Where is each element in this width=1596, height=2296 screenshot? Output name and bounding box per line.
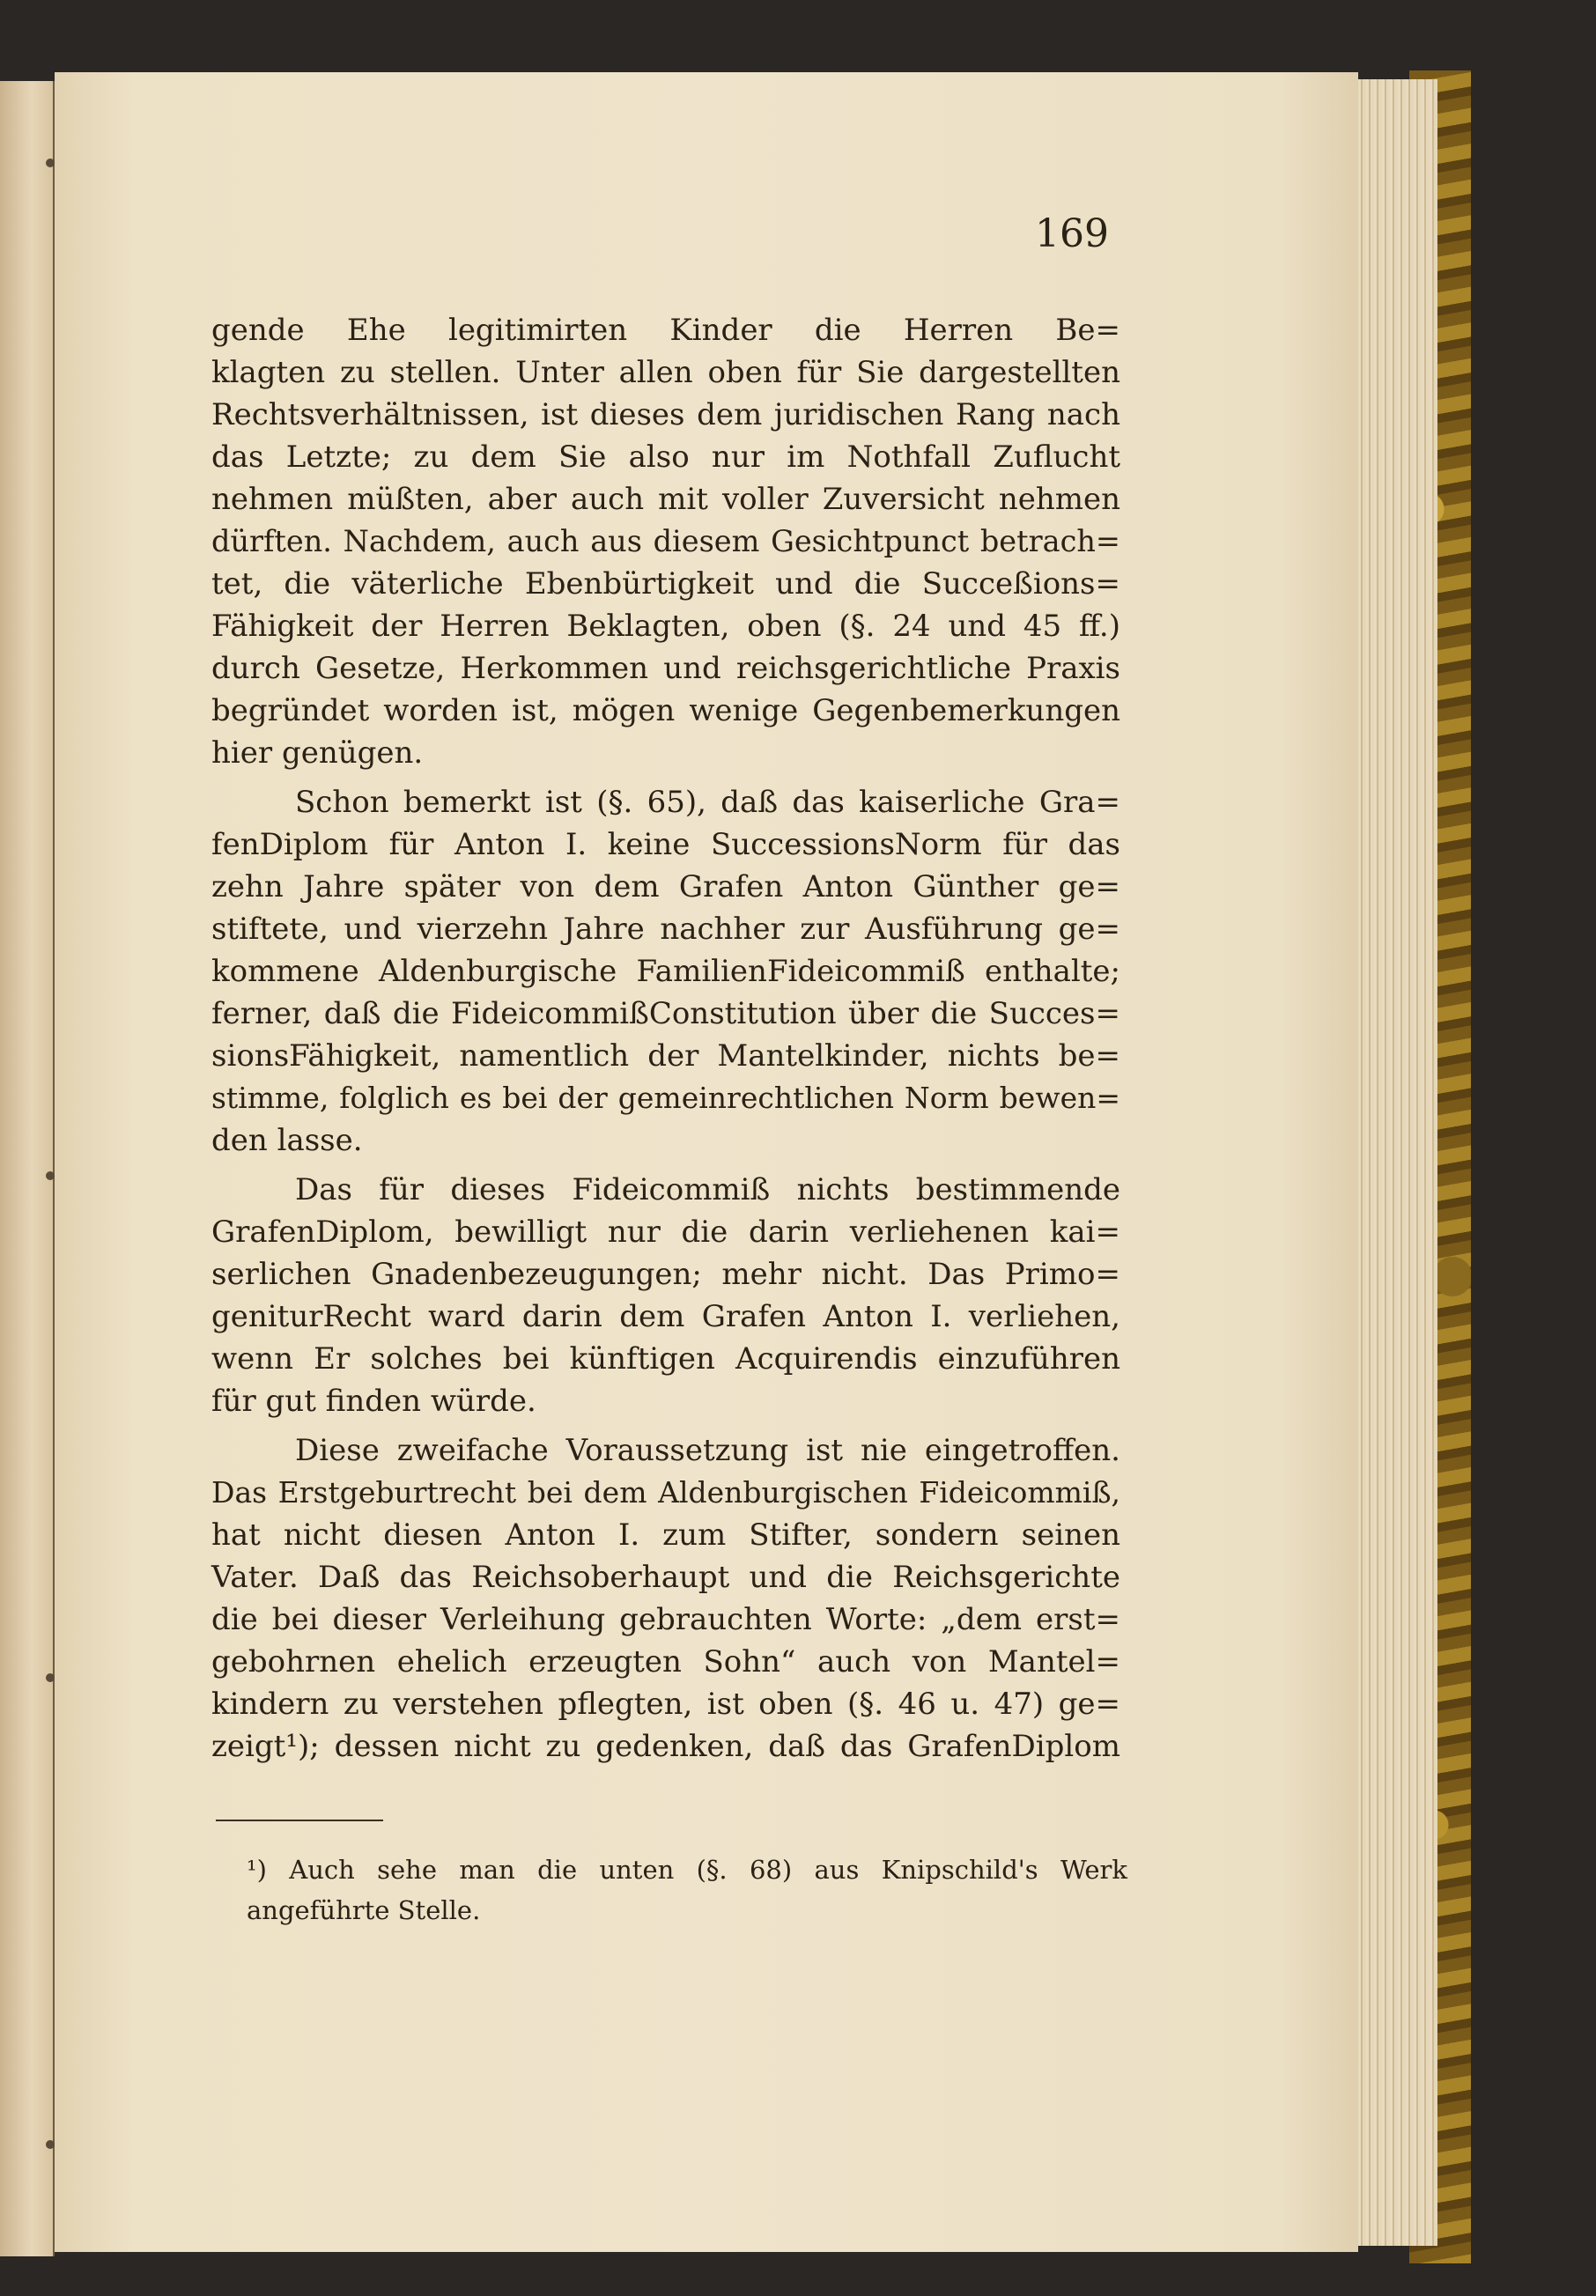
text-line: kindern zu verstehen pflegten, ist oben (§. 46 u. 47) ge= <box>211 1687 1120 1722</box>
text-line: Rechtsverhältnissen, ist dieses dem juridischen Rang nach <box>211 397 1120 432</box>
text-line: tet, die väterliche Ebenbürtigkeit und die Succeßions= <box>211 566 1120 602</box>
footnote-line: angeführte Stelle. <box>247 1895 481 1925</box>
text-line: gende Ehe legitimirten Kinder die Herren Be= <box>211 313 1120 348</box>
text-line: Diese zweifache Voraussetzung ist nie eingetroffen. <box>295 1433 1120 1468</box>
binding-thread <box>46 2140 55 2149</box>
text-line: hier genügen. <box>211 735 424 771</box>
footnote-line: ¹) Auch sehe man die unten (§. 68) aus Knipschild's Werk <box>247 1855 1127 1885</box>
text-line: hat nicht diesen Anton I. zum Stifter, sondern seinen <box>211 1517 1120 1553</box>
text-line: nehmen müßten, aber auch mit voller Zuversicht nehmen <box>211 482 1120 517</box>
text-line: begründet worden ist, mögen wenige Gegenbemerkungen <box>211 693 1120 728</box>
text-line: Vater. Daß das Reichsoberhaupt und die Reichsgerichte <box>211 1560 1120 1595</box>
facing-page-edge <box>0 81 55 2256</box>
text-line: ferner, daß die FideicommißConstitution über die Succes= <box>211 996 1120 1031</box>
text-line: Das für dieses Fideicommiß nichts bestimmende <box>295 1172 1120 1207</box>
text-line: GrafenDiplom, bewilligt nur die darin verliehenen kai= <box>211 1214 1120 1250</box>
text-line: die bei dieser Verleihung gebrauchten Worte: „dem erst= <box>211 1602 1120 1637</box>
text-line: geniturRecht ward darin dem Grafen Anton I. verliehen, <box>211 1299 1120 1334</box>
text-line: Schon bemerkt ist (§. 65), daß das kaiserliche Gra= <box>295 785 1120 820</box>
text-line: wenn Er solches bei künftigen Acquirendis einzuführen <box>211 1341 1120 1377</box>
text-line: kommene Aldenburgische FamilienFideicommiß enthalte; <box>211 954 1120 989</box>
text-line: das Letzte; zu dem Sie also nur im Nothfall Zuflucht <box>211 439 1120 475</box>
text-line: dürften. Nachdem, auch aus diesem Gesichtpunct betrach= <box>211 524 1120 558</box>
text-line: den lasse. <box>211 1123 363 1158</box>
text-line: durch Gesetze, Herkommen und reichsgerichtliche Praxis <box>211 651 1120 686</box>
text-line: stiftete, und vierzehn Jahre nachher zur Ausführung ge= <box>211 912 1120 947</box>
text-line: zehn Jahre später von dem Grafen Anton Günther ge= <box>211 869 1120 904</box>
text-line: fenDiplom für Anton I. keine SuccessionsNorm für das <box>211 827 1120 862</box>
text-line: stimme, folglich es bei der gemeinrechtlichen Norm bewen= <box>211 1081 1120 1115</box>
binding-thread <box>46 159 55 167</box>
text-line: gebohrnen ehelich erzeugten Sohn“ auch von Mantel= <box>211 1644 1120 1680</box>
text-line: zeigt¹); dessen nicht zu gedenken, daß das GrafenDiplom <box>211 1729 1120 1764</box>
page-stack-edge <box>1358 79 1437 2246</box>
text-line: serlichen Gnadenbezeugungen; mehr nicht. Das Primo= <box>211 1257 1120 1292</box>
text-line: für gut finden würde. <box>211 1384 536 1419</box>
binding-thread <box>46 1171 55 1180</box>
text-line: klagten zu stellen. Unter allen oben für Sie dargestellten <box>211 355 1120 390</box>
text-line: Das Erstgeburtrecht bei dem Aldenburgischen Fideicommiß, <box>211 1475 1120 1510</box>
text-line: Fähigkeit der Herren Beklagten, oben (§. 24 und 45 ff.) <box>211 609 1120 644</box>
binding-thread <box>46 1673 55 1682</box>
footnote-divider <box>216 1820 383 1821</box>
page-number: 169 <box>1035 211 1109 256</box>
text-line: sionsFähigkeit, namentlich der Mantelkinder, nichts be= <box>211 1038 1120 1074</box>
